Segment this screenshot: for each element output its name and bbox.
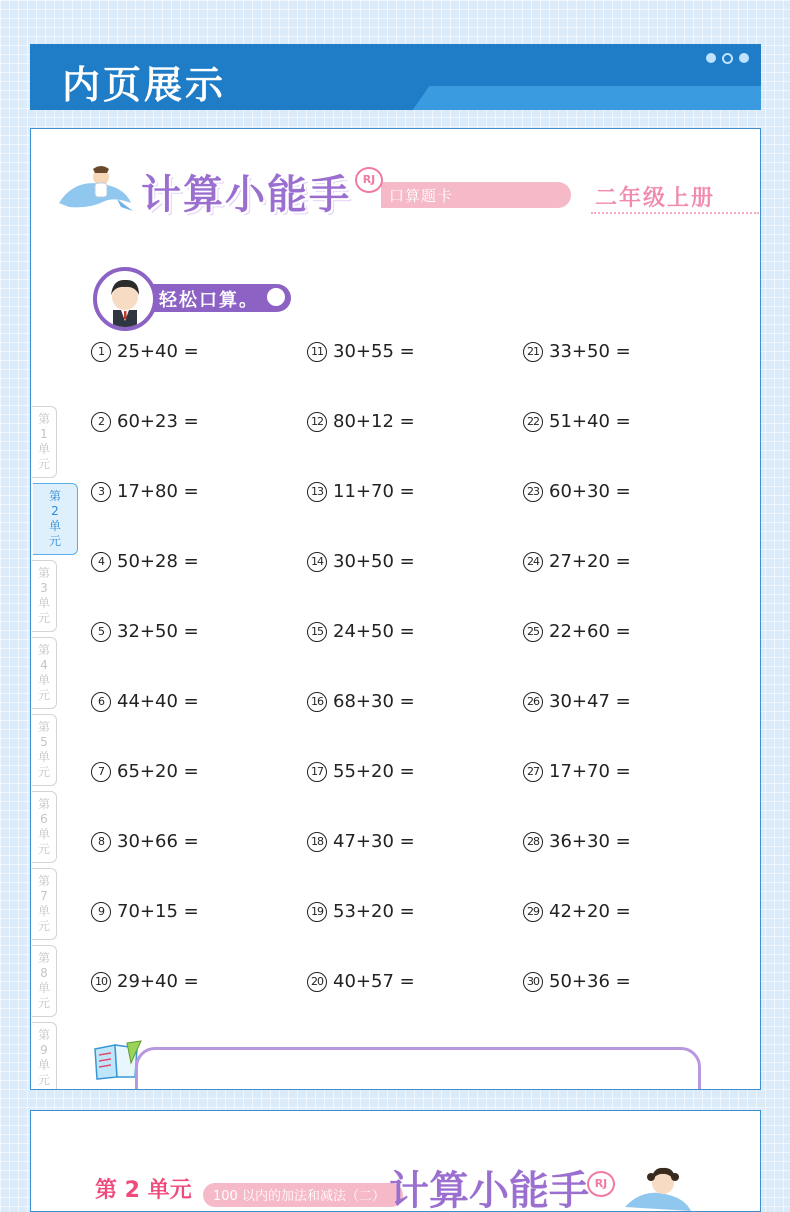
problem-number: 6: [91, 692, 111, 712]
problem-number: 20: [307, 972, 327, 992]
problem-item: [91, 687, 199, 717]
rj-badge: RJ: [355, 167, 383, 193]
section-title: 轻松口算。: [159, 290, 259, 311]
unit-tab-char: 单: [37, 1058, 50, 1072]
problem-expression: 40+57 =: [333, 971, 415, 992]
problem-expression: 30+50 =: [333, 551, 415, 572]
unit-tab-char: 1: [40, 427, 48, 441]
answer-frame: [135, 1047, 701, 1090]
problem-number: 14: [307, 552, 327, 572]
problem-item: [523, 827, 631, 857]
problem-item: [91, 547, 199, 577]
unit-subtitle: 100 以内的加法和减法（二）: [213, 1189, 385, 1204]
problem-expression: 50+28 =: [117, 551, 199, 572]
next-page-preview: [30, 1110, 761, 1212]
problem-expression: 30+47 =: [549, 691, 631, 712]
unit-tab-char: 第: [37, 951, 50, 965]
problem-item: [307, 687, 415, 717]
problem-number: 17: [307, 762, 327, 782]
problem-expression: 32+50 =: [117, 621, 199, 642]
unit-tab-char: 单: [37, 904, 50, 918]
problem-item: [307, 827, 415, 857]
problem-item: [523, 477, 631, 507]
dot-icon: [706, 53, 716, 63]
problem-number: 22: [523, 412, 543, 432]
unit-tab-1[interactable]: [32, 406, 57, 478]
problem-number: 8: [91, 832, 111, 852]
unit-tab-char: 单: [48, 519, 61, 533]
header-title: 内页展示: [62, 63, 227, 107]
dot-icon: [739, 53, 749, 63]
unit-tab-char: 元: [48, 534, 61, 548]
problem-item: [523, 967, 631, 997]
problem-number: 2: [91, 412, 111, 432]
unit-tab-char: 第: [37, 720, 50, 734]
problem-expression: 65+20 =: [117, 761, 199, 782]
problem-number: 25: [523, 622, 543, 642]
unit-tab-char: 单: [37, 981, 50, 995]
problem-item: [307, 897, 415, 927]
unit-tab-char: 元: [37, 765, 50, 779]
problem-expression: 53+20 =: [333, 901, 415, 922]
unit-tab-char: 第: [37, 1028, 50, 1042]
section-dot: [267, 288, 285, 306]
problem-number: 30: [523, 972, 543, 992]
problem-expression: 36+30 =: [549, 831, 631, 852]
problem-item: [307, 547, 415, 577]
problem-item: [523, 757, 631, 787]
problem-expression: 80+12 =: [333, 411, 415, 432]
problem-number: 18: [307, 832, 327, 852]
problem-number: 26: [523, 692, 543, 712]
problem-item: [307, 477, 415, 507]
subtitle-text: 口算题卡: [389, 187, 454, 205]
book-title-2: 计算小能手: [389, 1167, 589, 1212]
unit-tab-char: 第: [37, 566, 50, 580]
problem-number: 29: [523, 902, 543, 922]
problem-item: [523, 337, 631, 367]
book-title: 计算小能手: [141, 171, 351, 218]
problem-item: [523, 547, 631, 577]
unit-tab-char: 元: [37, 919, 50, 933]
problem-item: [307, 617, 415, 647]
unit-tab-char: 2: [51, 504, 59, 518]
dotted-divider: [591, 212, 759, 214]
problem-expression: 60+30 =: [549, 481, 631, 502]
header-stripe: [413, 86, 761, 110]
unit-tab-char: 4: [40, 658, 48, 672]
problem-expression: 17+70 =: [549, 761, 631, 782]
dolphin-mascot-icon: [55, 163, 135, 223]
unit-label: 第 2 单元: [95, 1178, 192, 1203]
unit-tab-char: 9: [40, 1043, 48, 1057]
unit-tab-char: 5: [40, 735, 48, 749]
problem-expression: 70+15 =: [117, 901, 199, 922]
problem-expression: 55+20 =: [333, 761, 415, 782]
unit-tab-5[interactable]: [32, 714, 57, 786]
problem-item: [307, 407, 415, 437]
girl-dolphin-mascot-icon: [623, 1165, 693, 1212]
problem-expression: 42+20 =: [549, 901, 631, 922]
problem-expression: 27+20 =: [549, 551, 631, 572]
problem-item: [91, 337, 199, 367]
problem-number: 19: [307, 902, 327, 922]
header-bar: [30, 44, 761, 110]
unit-tab-char: 6: [40, 812, 48, 826]
problem-number: 23: [523, 482, 543, 502]
unit-tab-8[interactable]: [32, 945, 57, 1017]
ring-dot-icon: [722, 53, 733, 64]
problem-expression: 51+40 =: [549, 411, 631, 432]
problem-expression: 22+60 =: [549, 621, 631, 642]
problem-expression: 33+50 =: [549, 341, 631, 362]
grade-label: 二年级上册: [595, 186, 716, 211]
unit-tab-char: 单: [37, 596, 50, 610]
problem-number: 4: [91, 552, 111, 572]
problem-number: 10: [91, 972, 111, 992]
boy-avatar-icon: [93, 267, 157, 331]
unit-tab-char: 单: [37, 673, 50, 687]
problem-item: [523, 687, 631, 717]
problem-item: [91, 477, 199, 507]
problem-expression: 44+40 =: [117, 691, 199, 712]
problem-number: 12: [307, 412, 327, 432]
problem-expression: 25+40 =: [117, 341, 199, 362]
problem-number: 16: [307, 692, 327, 712]
problem-expression: 50+36 =: [549, 971, 631, 992]
unit-tab-char: 元: [37, 996, 50, 1010]
problem-item: [307, 757, 415, 787]
problem-expression: 24+50 =: [333, 621, 415, 642]
problem-number: 3: [91, 482, 111, 502]
problem-grid: [91, 337, 751, 1047]
unit-tab-char: 元: [37, 457, 50, 471]
header-dots: [706, 53, 749, 64]
problem-number: 5: [91, 622, 111, 642]
problem-number: 7: [91, 762, 111, 782]
unit-tab-2[interactable]: [33, 483, 78, 555]
unit-tab-3[interactable]: [32, 560, 57, 632]
unit-tab-char: 单: [37, 442, 50, 456]
problem-item: [91, 407, 199, 437]
problem-number: 1: [91, 342, 111, 362]
unit-tab-char: 第: [37, 874, 50, 888]
unit-tab-char: 元: [37, 611, 50, 625]
problem-item: [523, 617, 631, 647]
unit-tab-char: 8: [40, 966, 48, 980]
problem-expression: 60+23 =: [117, 411, 199, 432]
unit-tab-char: 单: [37, 750, 50, 764]
unit-tab-char: 单: [37, 827, 50, 841]
problem-item: [91, 617, 199, 647]
unit-tab-char: 元: [37, 842, 50, 856]
unit-tab-char: 第: [37, 643, 50, 657]
unit-tab-char: 第: [37, 412, 50, 426]
problem-expression: 47+30 =: [333, 831, 415, 852]
problem-item: [91, 897, 199, 927]
problem-expression: 11+70 =: [333, 481, 415, 502]
problem-expression: 17+80 =: [117, 481, 199, 502]
problem-item: [523, 897, 631, 927]
unit-tab-char: 3: [40, 581, 48, 595]
problem-expression: 29+40 =: [117, 971, 199, 992]
rj-badge-2: RJ: [587, 1171, 615, 1197]
unit-tab-7[interactable]: [32, 868, 57, 940]
problem-item: [307, 337, 415, 367]
problem-expression: 30+66 =: [117, 831, 199, 852]
unit-tab-char: 第: [37, 797, 50, 811]
problem-number: 9: [91, 902, 111, 922]
problem-item: [91, 967, 199, 997]
problem-number: 28: [523, 832, 543, 852]
unit-tab-char: 第: [48, 489, 61, 503]
unit-tab-char: 元: [37, 1073, 50, 1087]
problem-number: 21: [523, 342, 543, 362]
unit-tab-char: 7: [40, 889, 48, 903]
problem-item: [91, 757, 199, 787]
problem-number: 27: [523, 762, 543, 782]
unit-tab-4[interactable]: [32, 637, 57, 709]
problem-number: 11: [307, 342, 327, 362]
unit-tab-9[interactable]: [32, 1022, 57, 1090]
worksheet-page: [30, 128, 761, 1090]
unit-tab-char: 元: [37, 688, 50, 702]
problem-expression: 68+30 =: [333, 691, 415, 712]
problem-item: [91, 827, 199, 857]
problem-number: 24: [523, 552, 543, 572]
problem-item: [307, 967, 415, 997]
problem-number: 15: [307, 622, 327, 642]
problem-expression: 30+55 =: [333, 341, 415, 362]
problem-number: 13: [307, 482, 327, 502]
problem-item: [523, 407, 631, 437]
unit-tab-6[interactable]: [32, 791, 57, 863]
